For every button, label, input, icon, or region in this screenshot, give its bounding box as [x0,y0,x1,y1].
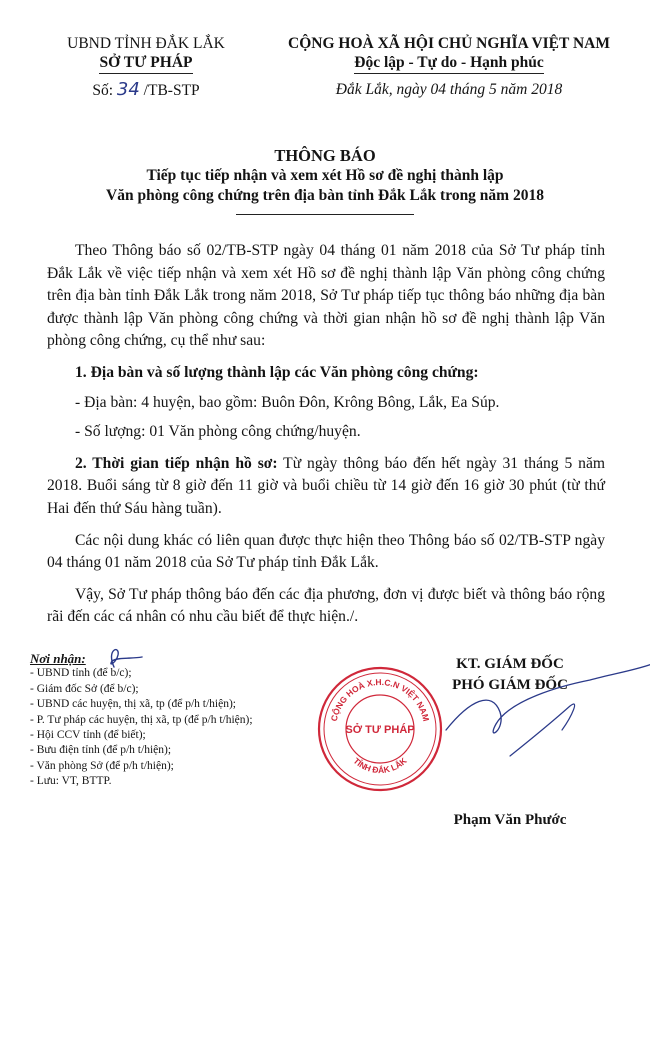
document-body [47,240,605,638]
section-1-area: - Địa bàn: 4 huyện, bao gồm: Buôn Đôn, Krông Bông, Lắk, Ea Súp. [75,393,500,411]
handwritten-signature-icon [440,660,650,780]
title-underline [236,214,414,215]
title-line-1: Tiếp tục tiếp nhận và xem xét Hồ sơ đề nghị thành lập [146,167,504,184]
recipient-item: - Lưu: VT, BTTP. [30,775,112,788]
recipient-item: - Văn phòng Sở (để p/h t/hiện); [30,759,174,772]
issuing-agency-block [30,34,262,100]
recipients-block [30,651,350,790]
national-motto: Độc lập - Tự do - Hạnh phúc [354,53,543,74]
recipient-item: - Giám đốc Sở (để b/c); [30,682,139,695]
recipients-heading: Nơi nhận: [30,651,86,666]
recipient-item: - UBND tỉnh (để b/c); [30,667,132,680]
document-number-handwritten: 34 [116,79,140,100]
other-content-paragraph: Các nội dung khác có liên quan được thực hiện theo Thông báo số 02/TB-STP ngày 04 tháng 01 năm 2018 của Sở Tư pháp tỉnh Đắk Lắk. [47,531,605,572]
signer-name: Phạm Văn Phước [453,812,567,828]
agency-parent: UBND TỈNH ĐẮK LẮK [67,35,225,52]
closing-paragraph: Vậy, Sở Tư pháp thông báo đến các địa phương, đơn vị được biết và thông báo rộng rãi đến các cá nhân có nhu cầu biết để thực hiện./. [47,585,605,626]
seal-bottom-text: TỈNH ĐẮK LẮK [351,755,409,776]
title-line-2: Văn phòng công chứng trên địa bàn tỉnh Đắk Lắk trong năm 2018 [106,187,544,204]
recipient-item: - P. Tư pháp các huyện, thị xã, tp (để p/h t/hiện); [30,713,253,726]
document-type: THÔNG BÁO [274,146,376,165]
section-2-paragraph [47,453,605,521]
seal-outer-text: CỘNG HOÀ X.H.C.N VIỆT NAM [328,676,432,723]
section-1-heading: 1. Địa bàn và số lượng thành lập các Văn phòng công chứng: [75,363,479,381]
national-header-block [268,34,630,99]
agency-name: SỞ TƯ PHÁP [99,53,192,74]
recipient-item: - UBND các huyện, thị xã, tp (để p/h t/hiện); [30,698,236,711]
recipient-item: - Hội CCV tỉnh (để biết); [30,729,146,742]
signature-line-2: PHÓ GIÁM ĐỐC [452,677,568,693]
section-1-count: - Số lượng: 01 Văn phòng công chứng/huyện. [75,423,361,441]
section-2-heading: 2. Thời gian tiếp nhận hồ sơ: [75,454,278,472]
seal-center-text: SỞ TƯ PHÁP [345,724,415,736]
document-title-block [60,146,590,206]
svg-text:TỈNH ĐẮK LẮK [351,755,409,775]
signature-line-1: KT. GIÁM ĐỐC [456,656,564,672]
recipient-item: - Bưu điện tỉnh (để p/h t/hiện); [30,744,172,757]
intro-paragraph: Theo Thông báo số 02/TB-STP ngày 04 tháng 01 năm 2018 của Sở Tư pháp tỉnh Đắk Lắk về việc tiếp nhận và xem xét Hồ sơ đề nghị thành lập Văn phòng công chứng trên địa bàn tỉnh Đắk Lắk trong năm 2018, Sở Tư pháp tiếp tục thông báo những địa bàn được thành lập Văn phòng công chứng và thời gian nhận hồ sơ đề nghị thành lập Văn phòng công chứng, cụ thể như sau: [47,242,605,350]
section-2-text: Từ ngày thông báo đến hết ngày 31 tháng 5 năm 2018. Buổi sáng từ 8 giờ đến 11 giờ và buổi chiều từ 14 giờ đến 16 giờ 30 phút (từ thứ Hai đến thứ Sáu hàng tuần). [47,454,605,517]
place-and-date: Đắk Lắk, ngày 04 tháng 5 năm 2018 [335,81,563,98]
document-number: Số: 34 /TB-STP [92,79,200,100]
country-name: CỘNG HOÀ XÃ HỘI CHỦ NGHĨA VIỆT NAM [288,35,610,52]
initial-mark-icon [76,645,146,671]
